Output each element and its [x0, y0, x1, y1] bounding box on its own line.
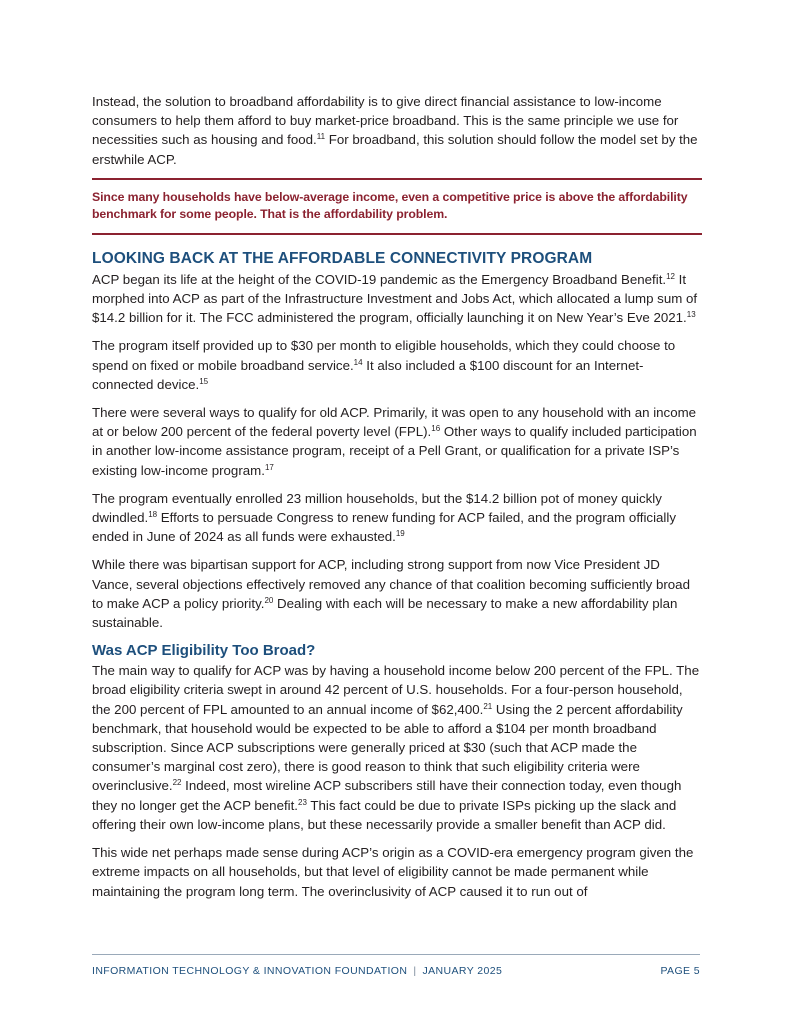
section-heading: LOOKING BACK AT THE AFFORDABLE CONNECTIVITY PROGRAM [92, 249, 593, 267]
paragraph: This wide net perhaps made sense during ACP’s origin as a COVID-era emergency program given the extreme impacts on all households, but that level of eligibility cannot be made permanent while maintaining the program long term. The overinclusivity of ACP caused it to run out of [92, 845, 694, 899]
callout-text: Since many households have below-average income, even a competitive price is above the affordability benchmark for some people. That is the affordability problem. [92, 189, 688, 222]
footnote-ref[interactable]: 22 [172, 778, 182, 788]
footnote-ref[interactable]: 18 [148, 510, 158, 520]
footnote-ref[interactable]: 20 [264, 595, 274, 605]
footnote-ref[interactable]: 19 [395, 529, 405, 539]
footnote-ref[interactable]: 11 [316, 132, 326, 142]
subsection-heading: Was ACP Eligibility Too Broad? [92, 642, 316, 660]
text: There were several ways to qualify for old ACP. Primarily, it was open to any household with an income at or below 200 percent of the federal poverty level (FPL). [92, 405, 697, 440]
footnote-ref[interactable]: 21 [483, 701, 493, 711]
paragraph [92, 270, 702, 328]
text: The program itself provided up to $30 per month to eligible households, which they could choose to spend on fixed or mobile broadband service. [92, 338, 676, 373]
footer-left [92, 965, 502, 977]
text: Other ways to qualify included participation in another low-income assistance program, receipt of a Pell Grant, or qualification for a private ISP’s existing low-income program. [92, 424, 697, 478]
paragraph [92, 489, 702, 547]
text: ACP began its life at the height of the COVID-19 pandemic as the Emergency Broadband Benefit. [92, 271, 667, 287]
footnote-ref[interactable]: 17 [264, 462, 274, 472]
text: The main way to qualify for ACP was by having a household income below 200 percent of the FPL. The broad eligibility criteria swept in around 42 percent of U.S. households. For a four-person household, the 200 percent of FPL amounted to an annual income of $62,400. [92, 663, 700, 717]
footer-date: JANUARY 2025 [422, 965, 503, 977]
page-number: PAGE 5 [660, 965, 700, 977]
page-footer [92, 954, 700, 977]
page-content [92, 92, 702, 910]
footnote-ref[interactable]: 12 [666, 271, 675, 281]
text: This fact could be due to private ISPs picking up the slack and offering their own low-income plans, but these necessarily provide a smaller benefit than ACP did. [92, 797, 677, 832]
text: Dealing with each will be necessary to make a new affordability plan sustainable. [92, 595, 678, 631]
footer-org: INFORMATION TECHNOLOGY & INNOVATION FOUNDATION [92, 965, 408, 977]
paragraph [92, 336, 702, 394]
text: Using the 2 percent affordability benchmark, that household would be expected to be able to afford a $104 per month broadband subscription. Since ACP subscriptions were generally priced at $30 (such that ACP made the consumer’s marginal cost zero), there is good reason to think that such eligibility criteria were overinclusive. [92, 701, 683, 794]
text: Indeed, most wireline ACP subscribers still have their connection today, even though they no longer get the ACP benefit. [92, 778, 682, 813]
footnote-ref[interactable]: 15 [199, 376, 209, 386]
footnote-ref[interactable]: 16 [431, 424, 441, 434]
intro-text-2: For broadband, this solution should follow the model set by the erstwhile ACP. [92, 132, 698, 167]
paragraph [92, 403, 702, 480]
paragraph [92, 555, 702, 632]
footnote-ref[interactable]: 23 [298, 797, 307, 807]
text: It also included a $100 discount for an Internet-connected device. [92, 357, 644, 392]
intro-text: Instead, the solution to broadband affordability is to give direct financial assistance to low-income consumers to help them afford to buy market-price broadband. This is the same principle we use for necessities such as housing and food. [92, 94, 679, 148]
text: Efforts to persuade Congress to renew funding for ACP failed, and the program officially ended in June of 2024 as all funds were exhausted. [92, 510, 676, 545]
text: It morphed into ACP as part of the Infrastructure Investment and Jobs Act, which allocated a lump sum of $14.2 billion for it. The FCC administered the program, officially launching it on New Year’s Eve 2021. [92, 271, 698, 326]
text: While there was bipartisan support for ACP, including strong support from now Vice President JD Vance, several objections effectively removed any chance of that coalition becoming sufficiently broad to make ACP a policy priority. [92, 557, 690, 611]
text: The program eventually enrolled 23 million households, but the $14.2 billion pot of money quickly dwindled. [92, 490, 662, 526]
footnote-ref[interactable]: 14 [353, 357, 363, 367]
intro-paragraph [92, 92, 702, 169]
footer-separator: | [413, 965, 417, 977]
paragraph [92, 661, 702, 834]
callout-box [92, 178, 702, 235]
footnote-ref[interactable]: 13 [686, 310, 696, 320]
